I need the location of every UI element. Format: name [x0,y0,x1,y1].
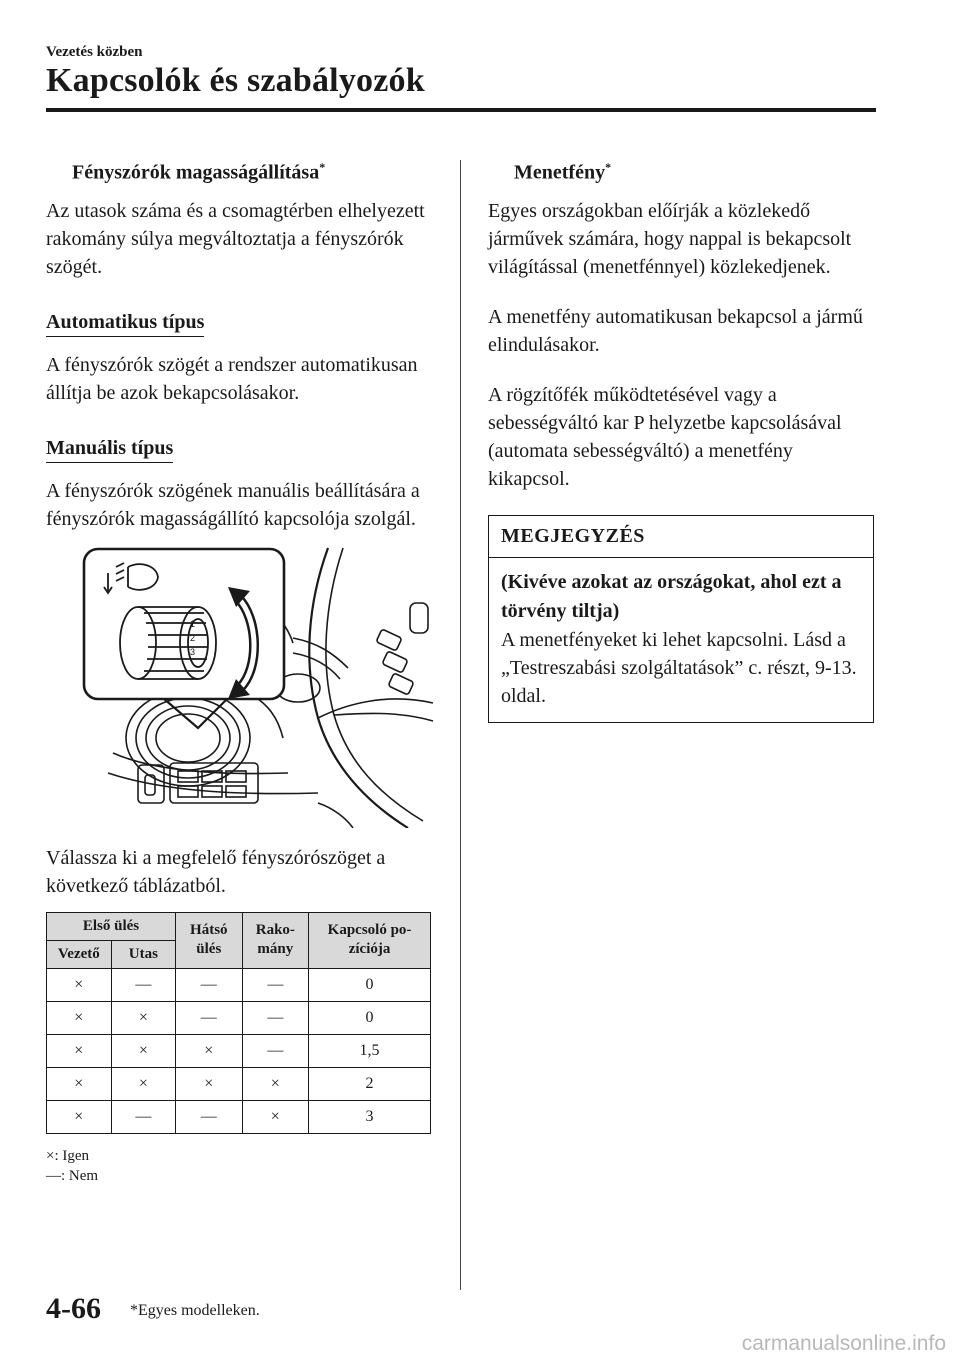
table-legend [46,1146,436,1186]
automatic-type-heading: Automatikus típus [46,311,204,337]
watermark: carmanualsonline.info [741,1332,946,1355]
front-seat-header: Első ülés [47,912,176,940]
svg-text:3: 3 [190,646,196,657]
section-label: Vezetés közben [46,44,143,60]
leveling-switch-illustration [78,543,438,828]
driver-header: Vezető [47,940,112,968]
left-column [46,160,436,1186]
automatic-type-text: A fényszórók szögét a rendszer automatikusan állítja be azok bekapcsolásakor. [46,353,418,404]
leveling-intro-text: Az utasok száma és a csomagtérben elhelyezett rakomány súlya megváltoztatja a fényszórók szögét. [46,199,425,278]
note-body [489,558,873,722]
note-title: MEGJEGYZÉS [489,516,873,558]
daytime-lights-heading: Menetfény* [514,160,612,184]
select-angle-text: Válassza ki a megfelelő fényszórószöget a következő táblázatból. [46,846,386,897]
page-number: 4-66 [46,1292,101,1325]
header-rule [46,108,876,112]
headlight-angle-table [46,912,431,1134]
model-footnote-mark: * [605,160,612,174]
note-text: A menetfényeket ki lehet kapcsolni. Lásd a „Testreszabási szolgáltatások” c. részt, 9-13. oldal. [501,628,857,707]
daytime-lights-p1: Egyes országokban előírják a közlekedő járművek számára, hogy nappal is bekapcsolt világítással (menetfénnyel) közlekedjenek. [488,199,852,278]
right-column [488,160,878,723]
switch-position-header: Kapcsoló po-zíciója [309,912,431,968]
legend-no: —: Nem [46,1167,99,1184]
manual-type-text: A fényszórók szögének manuális beállítására a fényszórók magasságállító kapcsolója szolgál. [46,479,420,530]
load-header: Rako-mány [242,912,309,968]
page-title: Kapcsolók és szabályozók [46,62,425,99]
daytime-lights-p2: A menetfény automatikusan bekapcsol a jármű elindulásakor. [488,305,863,356]
footnote: *Egyes modelleken. [130,1302,260,1319]
dashboard-switch-drawing [78,543,438,828]
note-box [488,515,874,723]
table-row: × — — — 0 [47,968,431,1001]
legend-yes: ×: Igen [46,1147,90,1164]
column-divider [460,160,461,1290]
table-row: × × × × 2 [47,1067,431,1100]
svg-text:1: 1 [190,618,196,629]
table-row: × × × — 1,5 [47,1034,431,1067]
headlight-leveling-heading: Fényszórók magasságállítása* [72,160,326,184]
svg-text:2: 2 [190,632,196,643]
daytime-lights-p3: A rögzítőfék működtetésével vagy a sebességváltó kar P helyzetbe kapcsolásával (automata sebességváltó) a menetfény kikapcsol. [488,383,842,490]
model-footnote-mark: * [319,160,326,174]
rear-seat-header: Hátsó ülés [176,912,243,968]
note-condition: (Kivéve azokat az országokat, ahol ezt a törvény tiltja) [501,570,842,622]
manual-type-heading: Manuális típus [46,437,173,463]
table-row: × × — — 0 [47,1001,431,1034]
passenger-header: Utas [111,940,175,968]
table-row: × — — × 3 [47,1100,431,1133]
